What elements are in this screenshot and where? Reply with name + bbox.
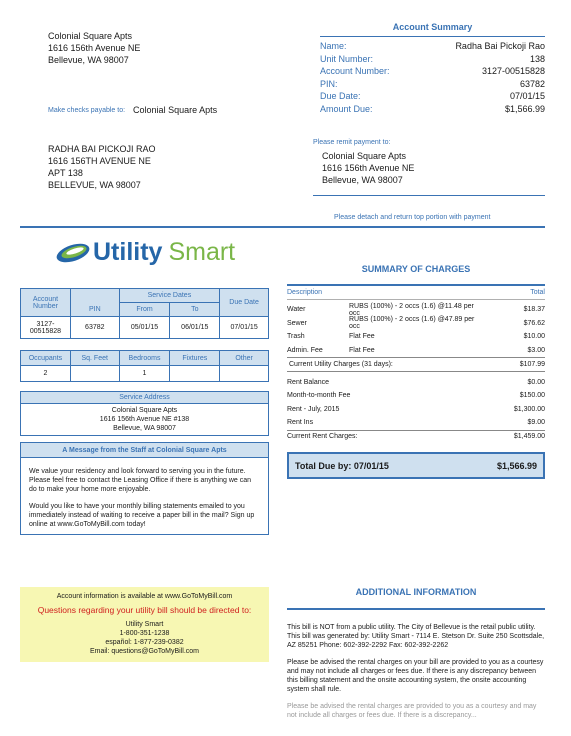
account-summary-label: Account Number: xyxy=(320,66,390,76)
total-due-label: Total Due by: 07/01/15 xyxy=(295,460,389,471)
utility-charge-amount: $3.00 xyxy=(527,346,545,354)
rent-charge-rows xyxy=(287,372,545,430)
logo-word-smart: Smart xyxy=(168,238,236,266)
remit-city: Bellevue, WA 98007 xyxy=(322,175,403,185)
additional-title-rule xyxy=(287,608,545,610)
account-summary-value: Radha Bai Pickoji Rao xyxy=(455,41,545,51)
sender-street: 1616 156th Avenue NE xyxy=(48,43,141,53)
rent-subtotal-value: $1,459.00 xyxy=(513,433,545,441)
additional-title: ADDITIONAL INFORMATION xyxy=(355,587,477,597)
value-due-date: 07/01/15 xyxy=(220,317,269,339)
contact-email: Email: questions@GoToMyBill.com xyxy=(89,648,200,655)
account-summary-label: Due Date: xyxy=(320,91,361,101)
value-occupants: 2 xyxy=(21,366,71,382)
utility-subtotal-value: $107.99 xyxy=(519,360,545,368)
header-pin: PIN xyxy=(70,289,119,317)
sender-city: Bellevue, WA 98007 xyxy=(48,55,129,65)
sender-name: Colonial Square Apts xyxy=(48,31,133,41)
utility-charge-name: Trash xyxy=(287,333,305,341)
header-other: Other xyxy=(220,351,269,366)
contact-company: Utility Smart xyxy=(125,621,164,628)
staff-message-p2: Would you like to have your monthly billing statements emailed to you immediately instead of waiting to receive a paper bill in the mail? Sign up online at www.GoToMyBill.com today! xyxy=(29,503,255,528)
value-pin: 63782 xyxy=(70,317,119,339)
value-account-number: 3127-00515828 xyxy=(21,317,71,339)
rent-charge-row xyxy=(287,403,545,417)
utility-subtotal-row xyxy=(287,357,545,371)
utility-charge-amount: $18.37 xyxy=(523,306,545,314)
logo-word-utility: Utility xyxy=(93,238,163,266)
rent-charge-name: Rent - July, 2015 xyxy=(287,405,340,413)
summary-of-charges xyxy=(287,264,545,443)
account-summary-row xyxy=(320,41,545,54)
service-address-title: Service Address xyxy=(21,392,268,404)
staff-message-box xyxy=(20,442,269,535)
account-summary-value: 63782 xyxy=(519,78,545,89)
remit-block xyxy=(313,139,414,186)
rent-charge-amount: $1,300.00 xyxy=(513,405,545,413)
utility-charge-detail: Flat Fee xyxy=(349,333,375,341)
account-summary-title: Account Summary xyxy=(392,22,473,32)
utility-smart-logo xyxy=(55,238,235,267)
additional-information xyxy=(287,587,545,722)
account-summary-row xyxy=(320,79,545,92)
utility-charge-detail: RUBS (100%) - 2 occs (1.6) @47.89 per occ xyxy=(349,316,475,331)
utility-charge-detail: Flat Fee xyxy=(349,346,375,354)
account-summary-label: PIN: xyxy=(320,78,338,89)
utility-charge-row xyxy=(287,344,545,358)
remit-rule xyxy=(313,195,545,196)
value-other xyxy=(220,366,269,382)
service-address-box xyxy=(20,391,269,436)
header-due-date: Due Date xyxy=(220,289,269,317)
sender-address xyxy=(48,30,140,66)
recipient-line1: RADHA BAI PICKOJI RAO xyxy=(48,144,156,154)
account-summary-rule xyxy=(320,36,545,37)
remit-label: Please remit payment to: xyxy=(313,139,391,146)
charges-title: SUMMARY OF CHARGES xyxy=(361,264,471,274)
recipient-address xyxy=(48,143,156,191)
utility-charge-row xyxy=(287,303,545,317)
payable-value: Colonial Square Apts xyxy=(133,105,218,115)
remit-street: 1616 156th Avenue NE xyxy=(322,163,415,173)
account-summary-value: 3127-00515828 xyxy=(481,66,545,76)
service-address-line1: Colonial Square Apts xyxy=(111,407,178,414)
contact-box xyxy=(20,587,269,662)
payable-label: Make checks payable to: xyxy=(48,106,126,114)
utility-charge-name: Sewer xyxy=(287,319,307,327)
value-bedrooms: 1 xyxy=(119,366,170,382)
additional-p3: Please be advised the rental charges are provided to you as a courtesy and may not include all charges or fees due. If there is a discrepancy... xyxy=(287,703,537,719)
account-summary-row xyxy=(320,91,545,104)
total-due-value: $1,566.99 xyxy=(496,460,537,471)
contact-headline: Questions regarding your utility bill should be directed to: xyxy=(37,605,252,615)
header-service-dates: Service Dates xyxy=(119,289,220,303)
account-summary-label: Name: xyxy=(320,41,347,51)
account-summary-row xyxy=(320,104,545,117)
rent-charge-amount: $150.00 xyxy=(519,392,545,400)
value-from: 05/01/15 xyxy=(119,317,170,339)
contact-line1: Account information is available at www.GoToMyBill.com xyxy=(56,593,233,600)
header-to: To xyxy=(170,303,220,317)
recipient-line3: APT 138 xyxy=(48,168,83,178)
value-sq-feet xyxy=(70,366,119,382)
account-summary xyxy=(320,22,545,116)
account-summary-label: Unit Number: xyxy=(320,53,374,64)
service-address-line3: Bellevue, WA 98007 xyxy=(113,425,176,432)
account-summary-rows xyxy=(320,37,545,116)
account-summary-label: Amount Due: xyxy=(320,103,373,114)
occupancy-table xyxy=(20,350,269,382)
rent-charge-row xyxy=(287,376,545,390)
account-summary-row xyxy=(320,66,545,79)
rent-subtotal-row xyxy=(287,430,545,444)
additional-p2: Please be advised the rental charges on your bill are provided to you as a courtesy and may not include all charges or fees due. If there is any discrepancy between this billing statement and the onsite accounting system, the onsite accounting system shall rule. xyxy=(287,659,544,693)
utility-charge-amount: $76.62 xyxy=(523,319,545,327)
utility-charge-detail: RUBS (100%) - 2 occs (1.6) @11.48 per occ xyxy=(349,302,474,317)
staff-message-p1: We value your residency and look forward to serving you in the future. Please feel free to contact the Leasing Office if there is anything we can do to make your home more enjoyable. xyxy=(29,468,252,493)
utility-charge-amount: $10.00 xyxy=(523,333,545,341)
detach-rule xyxy=(20,226,545,228)
remit-name: Colonial Square Apts xyxy=(322,151,407,161)
recipient-line4: BELLEVUE, WA 98007 xyxy=(48,180,141,190)
staff-message-title: A Message from the Staff at Colonial Square Apts xyxy=(21,443,268,458)
logo-swoosh-icon xyxy=(55,242,91,264)
rent-charge-amount: $0.00 xyxy=(527,378,545,386)
utility-subtotal-label: Current Utility Charges (31 days): xyxy=(289,360,393,368)
additional-p1: This bill is NOT from a public utility. The City of Bellevue is the retail public utility. This bill was generated by: Utility Smart - 7114 E. Stetson Dr. Suite 250 Scottsdale, AZ 85251 Phone: 602-392-2292 Fax: 602-392-2262 xyxy=(287,624,545,649)
utility-charge-name: Water xyxy=(287,306,306,314)
rent-charge-row xyxy=(287,416,545,430)
header-bedrooms: Bedrooms xyxy=(119,351,170,366)
header-occupants: Occupants xyxy=(21,351,71,366)
account-summary-row xyxy=(320,54,545,67)
rent-charge-name: Rent Balance xyxy=(287,378,330,386)
account-summary-value: $1,566.99 xyxy=(504,103,545,114)
charges-header-description: Description xyxy=(287,289,323,296)
utility-charge-row xyxy=(287,317,545,331)
account-info-table xyxy=(20,288,269,339)
account-summary-value: 07/01/15 xyxy=(509,91,545,101)
contact-phone: 1-800-351-1238 xyxy=(119,630,170,637)
recipient-line2: 1616 156TH AVENUE NE xyxy=(48,156,151,166)
value-to: 06/01/15 xyxy=(170,317,220,339)
account-summary-value: 138 xyxy=(529,53,545,64)
utility-charge-row xyxy=(287,330,545,344)
value-fixtures xyxy=(170,366,220,382)
rent-charge-amount: $9.00 xyxy=(527,419,545,427)
charges-header-total: Total xyxy=(530,289,545,296)
header-account-number: Account Number xyxy=(21,289,71,317)
utility-charge-rows xyxy=(287,300,545,357)
rent-charge-row xyxy=(287,389,545,403)
charges-header-row xyxy=(287,286,545,299)
rent-charge-name: Month-to-month Fee xyxy=(287,392,351,400)
contact-spanish: español: 1-877-239-0382 xyxy=(105,639,184,646)
header-fixtures: Fixtures xyxy=(170,351,220,366)
utility-charge-name: Admin. Fee xyxy=(287,346,323,354)
rent-subtotal-label: Current Rent Charges: xyxy=(287,433,358,441)
total-due-box xyxy=(287,452,545,479)
rent-charge-name: Rent Ins xyxy=(287,419,314,427)
payable-line xyxy=(48,105,217,115)
service-address-line2: 1616 156th Avenue NE #138 xyxy=(99,416,190,423)
header-from: From xyxy=(119,303,170,317)
header-sq-feet: Sq. Feet xyxy=(70,351,119,366)
detach-note: Please detach and return top portion with payment xyxy=(334,214,491,221)
